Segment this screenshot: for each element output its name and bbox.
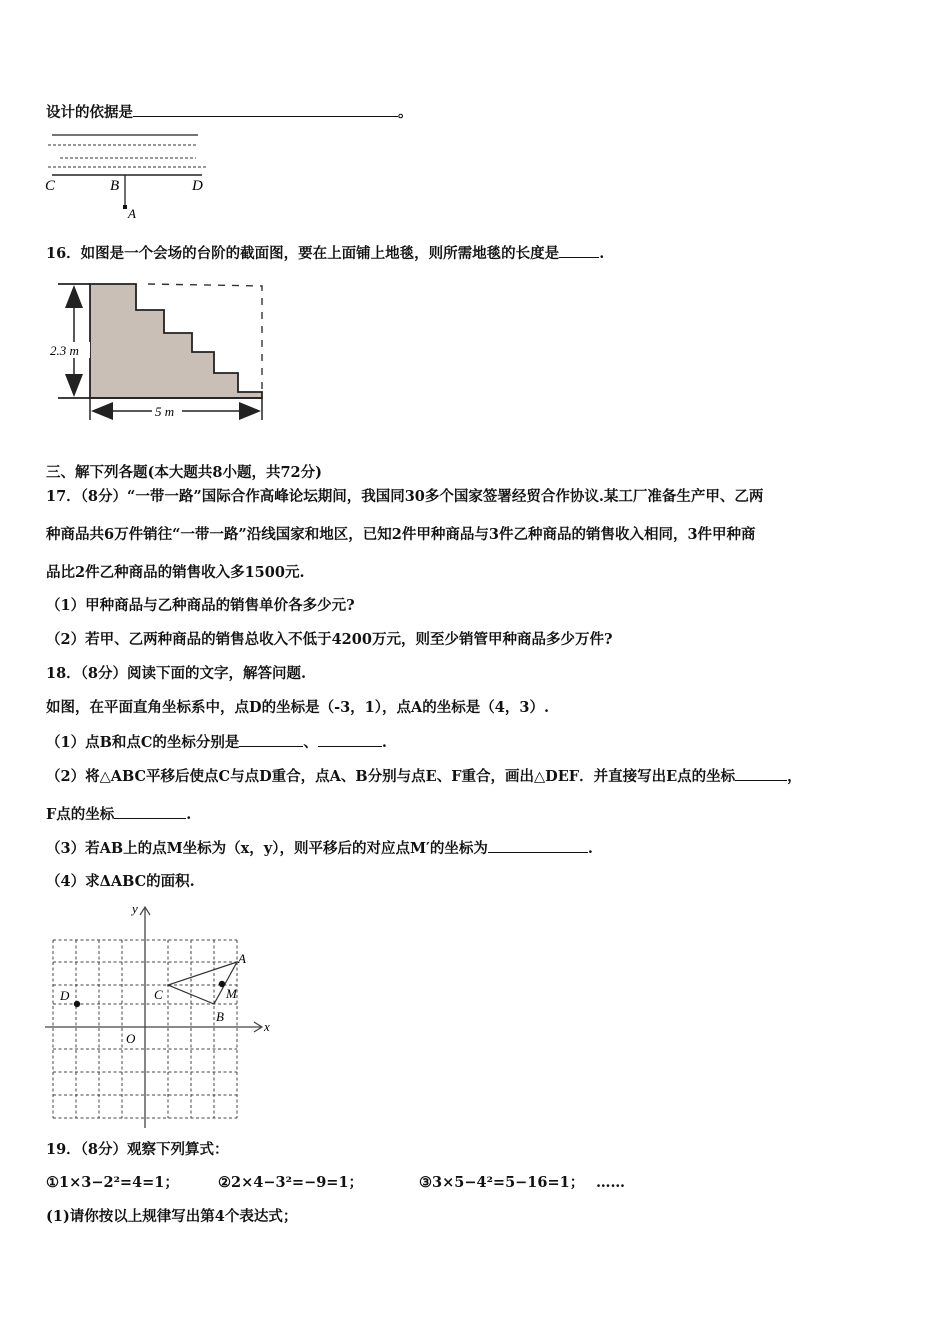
q18-part3 [46, 838, 593, 859]
q18-p2-end: ， [787, 768, 802, 785]
q18-p1-sep: 、 [303, 734, 318, 751]
label-c: C [154, 987, 163, 1002]
q18-m-blank[interactable] [488, 838, 588, 853]
label-b: B [216, 1009, 224, 1024]
q17-part2: （2）若甲、乙两种商品的销售总收入不低于4200万元，则至少销管甲种商品多少万件? [46, 631, 613, 648]
q18-p2-text: （2）将△ABC平移后使点C与点D重合，点A、B分别与点E、F重合，画出△DEF．并直接写出E点的坐标 [46, 768, 736, 785]
q17-line2: 种商品共6万件销往“一带一路”沿线国家和地区，已知2件甲种商品与3件乙种商品的销售收入相同，3件甲种商 [46, 526, 756, 543]
q19-part1: (1)请你按以上规律写出第4个表达式； [46, 1208, 298, 1225]
q17-part1: （1）甲种商品与乙种商品的销售单价各多少元? [46, 597, 355, 614]
q19-expr3: ③3×5−4²=5−16=1； [419, 1174, 585, 1191]
label-a: A [238, 951, 246, 966]
q18-part2 [46, 766, 802, 787]
q18-p1-text: （1）点B和点C的坐标分别是 [46, 734, 240, 751]
label-c: C [45, 178, 56, 194]
q18-line2: 如图，在平面直角坐标系中，点D的坐标是（-3，1），点A的坐标是（4，3）. [46, 699, 549, 716]
q18-b-blank[interactable] [239, 732, 303, 747]
q18-p1-end: . [381, 734, 387, 751]
q18-part2b [46, 804, 191, 825]
q19-ellipsis: …… [596, 1174, 625, 1191]
label-a: A [128, 206, 136, 221]
q18-c-blank[interactable] [318, 732, 382, 747]
q19-expr2: ②2×4−3²=−9=1； [218, 1174, 364, 1191]
q18-f-blank[interactable] [114, 804, 186, 819]
q18-part4: （4）求ΔABC的面积. [46, 873, 195, 890]
section-title: 三、解下列各题(本大题共8小题，共72分) [46, 464, 322, 481]
y-axis-label: y [132, 901, 138, 916]
q16-blank[interactable] [559, 243, 599, 258]
q15-figure [40, 128, 220, 223]
q15-answer-line [46, 102, 413, 123]
q18-line1: 18．（8分）阅读下面的文字，解答问题. [46, 665, 307, 682]
q15-text: 设计的依据是 [46, 104, 133, 121]
q18-part1 [46, 732, 387, 753]
q18-e-blank[interactable] [735, 766, 787, 781]
q17-line3: 品比2件乙种商品的销售收入多1500元. [46, 564, 305, 581]
label-m: M [226, 986, 237, 1001]
label-b: B [110, 178, 120, 194]
point-d [74, 1001, 80, 1007]
q19-line1: 19．（8分）观察下列算式： [46, 1141, 229, 1158]
q17-line1: 17．（8分）“一带一路”国际合作高峰论坛期间，我国同30多个国家签署经贸合作协议.某工厂准备生产甲、乙两 [46, 488, 764, 505]
origin-label: O [126, 1031, 136, 1046]
stairs-figure [48, 280, 268, 420]
q15-end: 。 [398, 104, 413, 121]
q16-question [46, 243, 604, 264]
x-axis-label: x [264, 1019, 270, 1034]
width-label: 5 m [155, 404, 175, 419]
height-label: 2.3 m [50, 343, 79, 358]
label-d: D [192, 178, 203, 194]
q16-end: . [599, 245, 605, 262]
q15-blank[interactable] [133, 102, 398, 117]
point-m [219, 981, 225, 987]
q18-p2b-text: F点的坐标 [46, 806, 115, 823]
q18-p2b-end: . [186, 806, 192, 823]
q16-text: 16．如图是一个会场的台阶的截面图，要在上面铺上地毯，则所需地毯的长度是 [46, 245, 560, 262]
q18-p3-text: （3）若AB上的点M坐标为（x，y），则平移后的对应点M′的坐标为 [46, 840, 488, 857]
label-d: D [60, 988, 70, 1003]
q18-p3-end: . [587, 840, 593, 857]
q19-expr1: ①1×3−2²=4=1； [46, 1174, 179, 1191]
